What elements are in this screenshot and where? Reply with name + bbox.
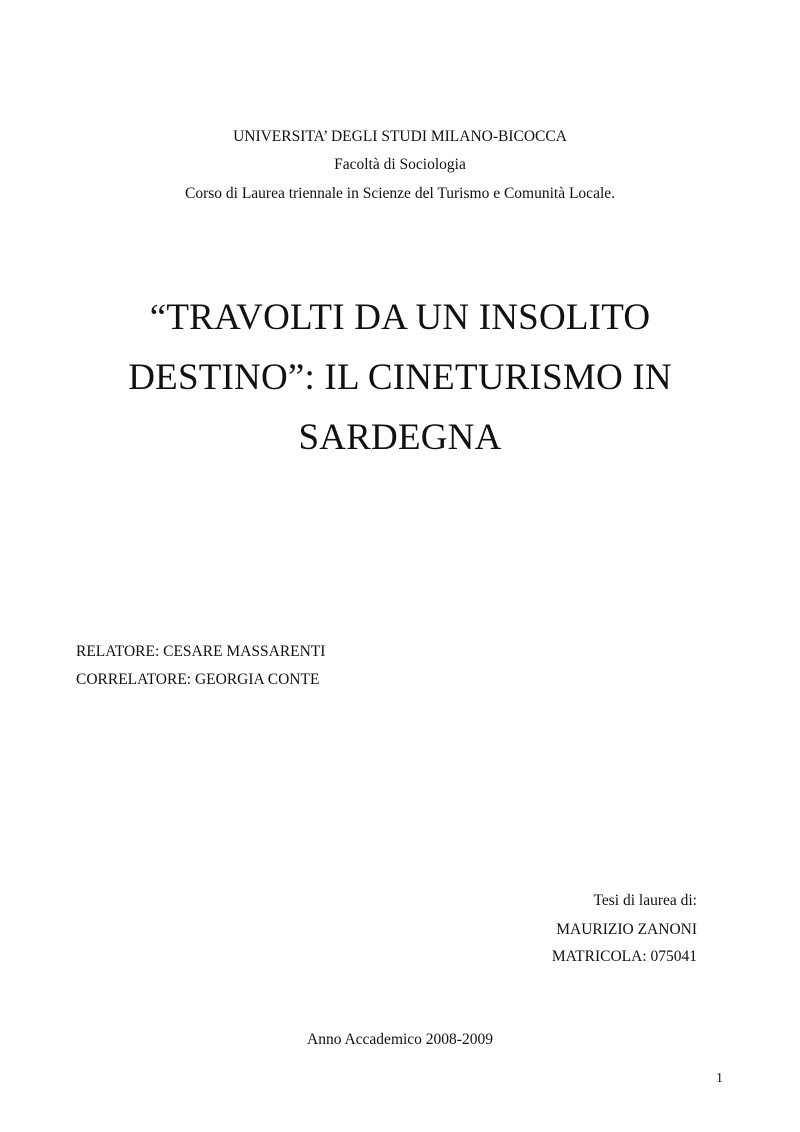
university-name: UNIVERSITA’ DEGLI STUDI MILANO-BICOCCA xyxy=(233,128,567,145)
page-number: 1 xyxy=(716,1071,723,1086)
thesis-author-label: Tesi di laurea di: xyxy=(593,892,697,909)
author-name: MAURIZIO ZANONI xyxy=(556,921,697,938)
faculty-name: Facoltà di Sociologia xyxy=(334,156,466,173)
thesis-title-line-3: SARDEGNA xyxy=(298,417,502,458)
matricola: MATRICOLA: 075041 xyxy=(551,948,697,965)
academic-year: Anno Accademico 2008-2009 xyxy=(307,1031,493,1048)
relatore: RELATORE: CESARE MASSARENTI xyxy=(76,643,326,660)
thesis-title-line-1: “TRAVOLTI DA UN INSOLITO xyxy=(149,297,651,338)
correlatore: CORRELATORE: GEORGIA CONTE xyxy=(76,671,320,688)
course-name: Corso di Laurea triennale in Scienze del Turismo e Comunità Locale. xyxy=(184,185,616,202)
thesis-title-line-2: DESTINO”: IL CINETURISMO IN xyxy=(128,357,672,398)
